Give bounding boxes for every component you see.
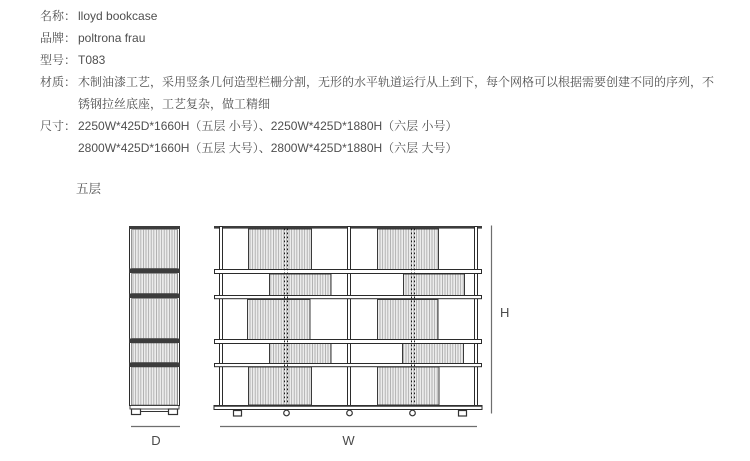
size-line-1: 2250W*425D*1660H（五层 小号）、2250W*425D*1880H（六层 小号） [78,119,458,133]
dimension-label-width: W [342,433,355,448]
field-label-material: 材质： [40,75,77,89]
dimension-label-height: H [500,305,510,320]
size-line-2: 2800W*425D*1660H（五层 大号）、2800W*425D*1880H（六层 大号） [78,141,458,155]
field-label-size: 尺寸： [40,119,77,133]
bookcase-side-view [129,226,180,415]
field-value-model: T083 [78,53,106,67]
field-label-brand: 品牌： [40,31,77,45]
bookcase-front-view [214,226,482,416]
field-value-brand: poltrona frau [78,31,146,45]
field-label-model: 型号： [40,53,77,67]
dimension-label-depth: D [151,433,161,448]
field-value-material: 木制油漆工艺，采用竖条几何造型栏栅分割，无形的水平轨道运行从上到下，每个网格可以根据需要创建不同的序列，不锈钢拉丝底座，工艺复杂，做工精细 [78,75,715,111]
field-label-name: 名称： [40,9,77,23]
figure-caption-five-tier: 五层 [76,182,102,196]
field-value-name: lloyd bookcase [78,9,158,23]
